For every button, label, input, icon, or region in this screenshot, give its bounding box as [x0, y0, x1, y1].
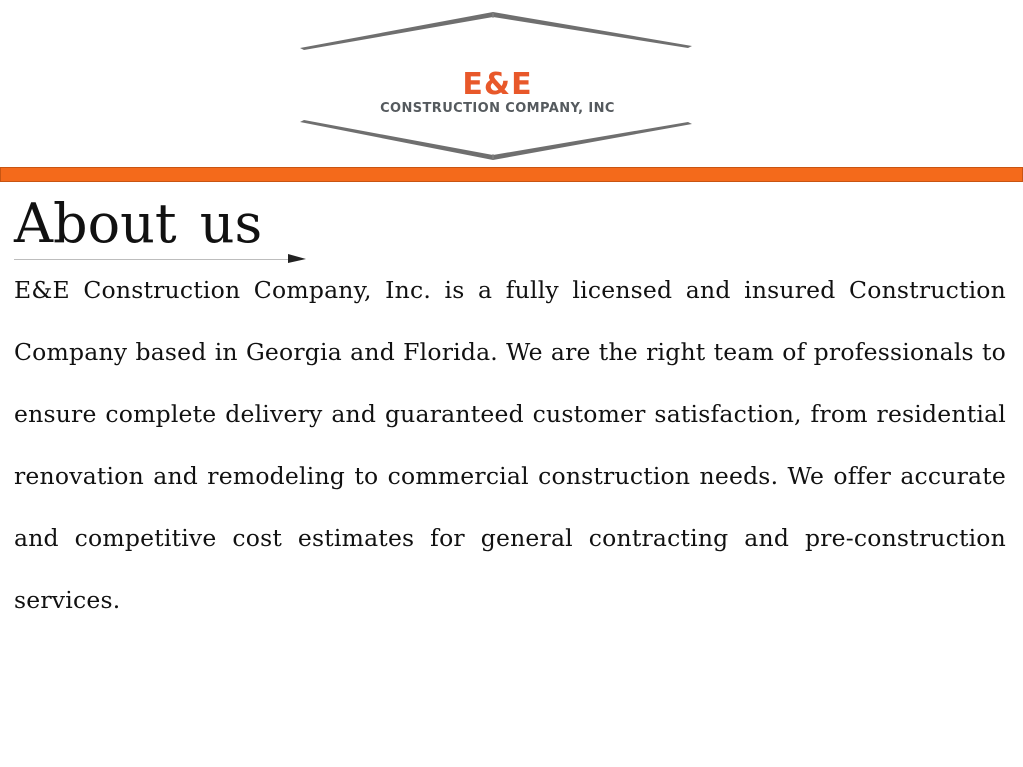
logo-company-name: CONSTRUCTION COMPANY, INC: [380, 101, 615, 116]
company-logo: [300, 10, 695, 162]
accent-divider-bar: [0, 167, 1023, 182]
about-paragraph: E&E Construction Company, Inc. is a fully licensed and insured Construction Company based in Georgia and Florida. We are the right team of professionals to ensure complete delivery and guaranteed customer satisfaction, from residential renovation and remodeling to commercial construction needs. We offer accurate and competitive cost estimates for general contracting and pre-construction services.: [14, 276, 1006, 614]
logo-mark: E&E: [462, 67, 533, 102]
page-title: About us: [14, 192, 263, 255]
